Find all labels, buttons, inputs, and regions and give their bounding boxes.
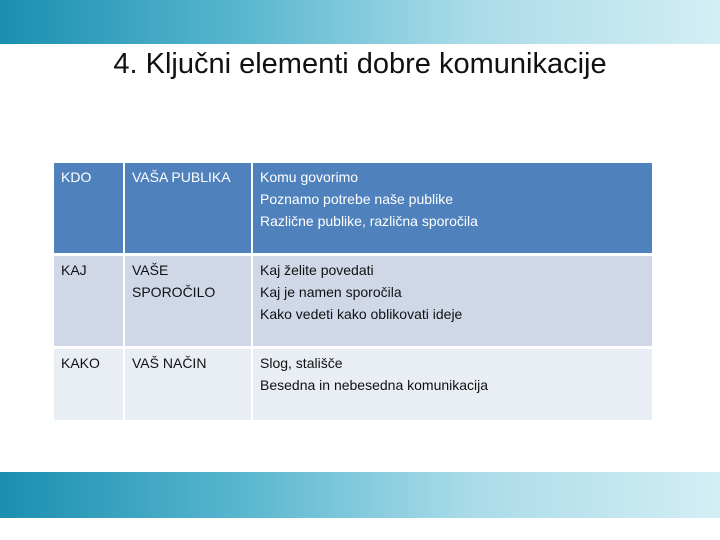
row-description bbox=[253, 256, 652, 349]
category-line: VAŠE bbox=[132, 262, 169, 278]
bottom-decorative-band bbox=[0, 472, 720, 518]
description-line: Kaj je namen sporočila bbox=[260, 284, 402, 300]
row-label: KAJ bbox=[54, 256, 125, 349]
slide-title: 4. Ključni elementi dobre komunikacije bbox=[113, 48, 607, 80]
table-row bbox=[54, 163, 652, 256]
row-category bbox=[125, 349, 253, 420]
category-line: VAŠ NAČIN bbox=[132, 355, 207, 371]
description-line: Kaj želite povedati bbox=[260, 262, 374, 278]
category-line: VAŠA PUBLIKA bbox=[132, 169, 231, 185]
row-category bbox=[125, 163, 253, 256]
row-category bbox=[125, 256, 253, 349]
row-label: KDO bbox=[54, 163, 125, 256]
category-line: SPOROČILO bbox=[132, 284, 216, 300]
row-description bbox=[253, 163, 652, 256]
row-description bbox=[253, 349, 652, 420]
description-line: Poznamo potrebe naše publike bbox=[260, 191, 454, 207]
row-label: KAKO bbox=[54, 349, 125, 420]
top-decorative-band bbox=[0, 0, 720, 44]
description-line: Besedna in nebesedna komunikacija bbox=[260, 377, 489, 393]
description-line: Slog, stališče bbox=[260, 355, 343, 371]
elements-table bbox=[54, 163, 652, 420]
description-line: Kako vedeti kako oblikovati ideje bbox=[260, 306, 463, 322]
table-row bbox=[54, 349, 652, 420]
table-row bbox=[54, 256, 652, 349]
description-line: Različne publike, različna sporočila bbox=[260, 213, 478, 229]
description-line: Komu govorimo bbox=[260, 169, 359, 185]
